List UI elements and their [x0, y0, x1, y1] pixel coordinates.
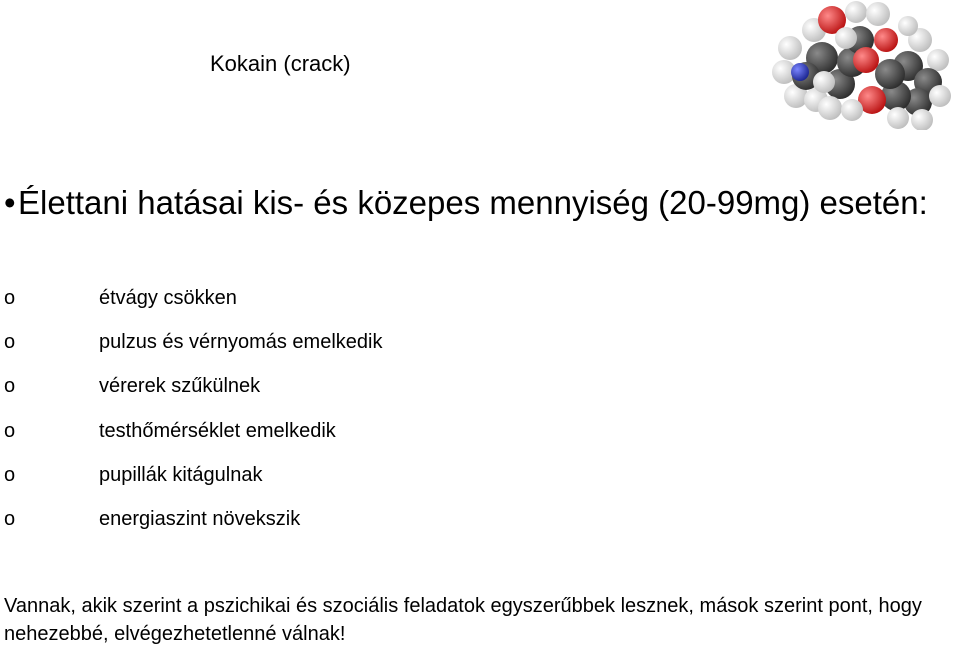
heading-bullet: •	[4, 184, 16, 221]
list-marker: o	[4, 419, 16, 442]
list-marker: o	[4, 463, 16, 486]
list-marker: o	[4, 331, 16, 354]
list-item-text: étvágy csökken	[99, 287, 237, 309]
cocaine-molecule-image	[760, 0, 959, 130]
list-marker: o	[4, 375, 16, 398]
list-item-text: energiaszint növekszik	[99, 507, 301, 530]
list-item-text: vérerek szűkülnek	[99, 375, 261, 398]
list-marker: o	[4, 287, 16, 309]
section-heading	[4, 180, 944, 225]
list-item-text: testhőmérséklet emelkedik	[99, 419, 336, 442]
heading-text: Élettani hatásai kis- és közepes mennyiség (20-99mg) esetén:	[18, 184, 928, 221]
slide-title: Kokain (crack)	[210, 51, 351, 76]
list-marker: o	[4, 507, 16, 530]
list-item-text: pupillák kitágulnak	[99, 463, 263, 486]
footer-paragraph: Vannak, akik szerint a pszichikai és szociális feladatok egyszerűbbek lesznek, mások szerint pont, hogy nehezebbé, elvégezhetetlenné válnak!	[4, 595, 922, 645]
list-item-text: pulzus és vérnyomás emelkedik	[99, 331, 383, 354]
